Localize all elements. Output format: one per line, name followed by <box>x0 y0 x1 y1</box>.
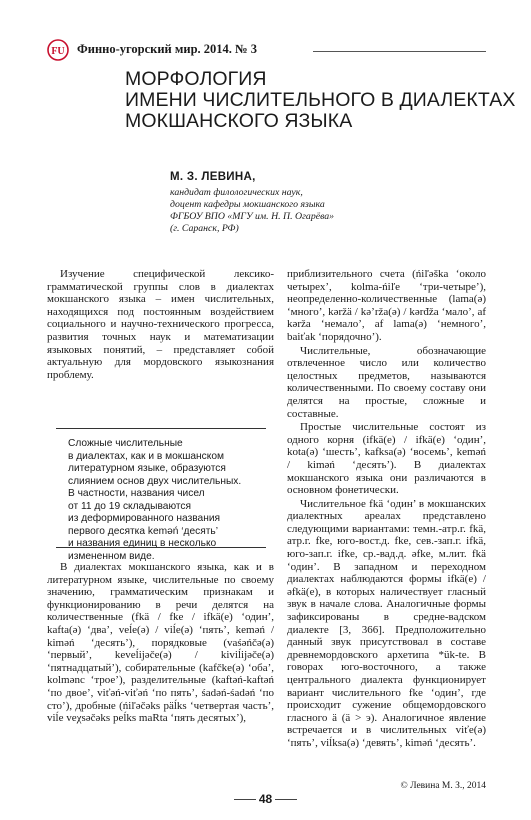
journal-logo-icon <box>47 39 69 61</box>
pull-quote-line: от 11 до 19 складываются <box>68 500 192 512</box>
page-number-rule-right <box>275 799 297 800</box>
pull-quote-line: в диалектах, как и в мокшанском <box>68 450 225 462</box>
paragraph: приблизительного счета (ńiľəška ‘около четырех’, kolma-ńiľe ‘три-четыре’), неопределенно-количественные (lama(ə) ‘много’, kəržä / kə’rža(ə) / kərđža ‘мало’, af kərža ‘немало’, af lama(ə) ‘немного’, baiťak ‘порядочно’). <box>287 268 486 343</box>
page-number <box>0 792 531 806</box>
pull-quote-line: Сложные числительные <box>68 438 183 449</box>
pull-quote-line: В частности, названия чисел <box>68 488 205 499</box>
author-info-line: (г. Саранск, РФ) <box>170 223 239 234</box>
pull-quote-line: и названия единиц в несколько <box>68 538 217 549</box>
pull-quote-line: литературном языке, образуются <box>68 463 226 474</box>
author-info-line: доцент кафедры мокшанского языка <box>170 199 325 210</box>
right-column-body <box>287 268 486 750</box>
paragraph: Изучение специфической лексико-грамматической группы слов в диалектах мокшанского языка – имен числительных, находящихся под постоянным воздействием социального и научно-технического прогресса, развития точных наук и математизации языковых понятий, – представляет собой актуальную для мордовского языкознания проблему. <box>47 268 274 381</box>
pull-quote-line: первого десятка keməń ‘десять’ <box>68 525 218 537</box>
left-column-intro <box>47 268 274 381</box>
author-name: М. З. ЛЕВИНА, <box>170 171 256 183</box>
pull-quote-top-rule <box>56 428 266 429</box>
left-column-body <box>47 561 274 725</box>
journal-logo-text: FU <box>51 46 65 57</box>
paragraph: Простые числительные состоят из одного корня (ifkä(e) / ifkä(e) ‘один’, kota(ə) ‘шесть’, kafksa(ə) ‘восемь’, keməń / kiməń ‘десять’). В диалектах мокшанского языка они различаются в основном фонетически. <box>287 421 486 497</box>
page-number-value: 48 <box>258 792 273 806</box>
pull-quote-line: измененном виде. <box>68 550 155 562</box>
author-info-line: кандидат филологических наук, <box>170 187 303 198</box>
copyright-notice: © Левина М. З., 2014 <box>400 781 486 791</box>
article-title <box>125 68 516 132</box>
title-line: МОКШАНСКОГО ЯЗЫКА <box>125 110 353 132</box>
title-line: МОРФОЛОГИЯ <box>125 68 267 90</box>
pull-quote-line: из деформированного названия <box>68 513 221 524</box>
paragraph: В диалектах мокшанского языка, как и в литературном языке, числительные по своему значению, грамматическим признакам и функционированию в речи делятся на количественные (fkä / fke / ifkä(e) ‘один’, kafta(ə) ‘два’, veĺe(ə) / viĺe(ə) ‘пять’, keməń / kiməń ‘десять’), порядковые (vaśəńčə(ə) ‘первый’, keveĺijəče(ə) / kiviĺijəče(ə) ‘пятнадцатый’), собирательные (kafčke(ə) ‘оба’, kolmənc ‘трое’), разделительные (kaftəń-kaftəń ‘по двое’, viťəń-viťəń ‘по пять’, śadəń-śadəń ‘по сто’), дробные (ńiľəčəks päĺks ‘четвертая часть’, viĺe veχsəčəks peĺks maRta ‘пять десятых’), <box>47 561 274 725</box>
page-number-rule-left <box>234 799 256 800</box>
title-line: ИМЕНИ ЧИСЛИТЕЛЬНОГО В ДИАЛЕКТАХ <box>125 89 516 111</box>
pull-quote-line: слиянием основ двух числительных. <box>68 475 242 487</box>
journal-logo <box>47 39 69 61</box>
pull-quote-bottom-rule <box>56 547 266 548</box>
author-info-line: ФГБОУ ВПО «МГУ им. Н. П. Огарёва» <box>170 211 335 222</box>
journal-title: Финно-угорский мир. 2014. № 3 <box>77 42 257 56</box>
paragraph: Числительные, обозначающие отвлеченное число или количество целостных предметов, называются количественными. По своему составу они делятся на простые, сложные и составные. <box>287 344 486 420</box>
pull-quote <box>68 438 268 563</box>
header-divider <box>313 51 486 52</box>
paragraph: Числительное fkä ‘один’ в мокшанских диалектных ареалах представлено следующими вариантами: темн.-атр.г. fkä, атр.г. fke, юго-вост.д. fke, сев.-зап.г. ifkä, юго-зап.г. ifke, ср.-вад.д. əfke, м.лит. fkä ‘один’. В западном и переходном диалектах наблюдаются формы ifkä(e) / əfkä(e), в которых наличествует гласный звук в начале слова. Аналогичные формы зафиксированы в средне-вадском диалекте [3, 366]. Предположительно данный звук присутствовал в составе древнемордовского архетипа *ük-te. В говорах юго-восточного, а также центрального диалекта функционирует вариант числительного fke ‘один’, где происходит сужение общемордовского гласного ä (ä > э). Аналогичное явление встречается и в числительных viťe(ə) ‘пять’, viĺksa(ə) ‘девять’, kiməń ‘десять’. <box>287 497 486 749</box>
author-affiliation <box>170 187 334 235</box>
